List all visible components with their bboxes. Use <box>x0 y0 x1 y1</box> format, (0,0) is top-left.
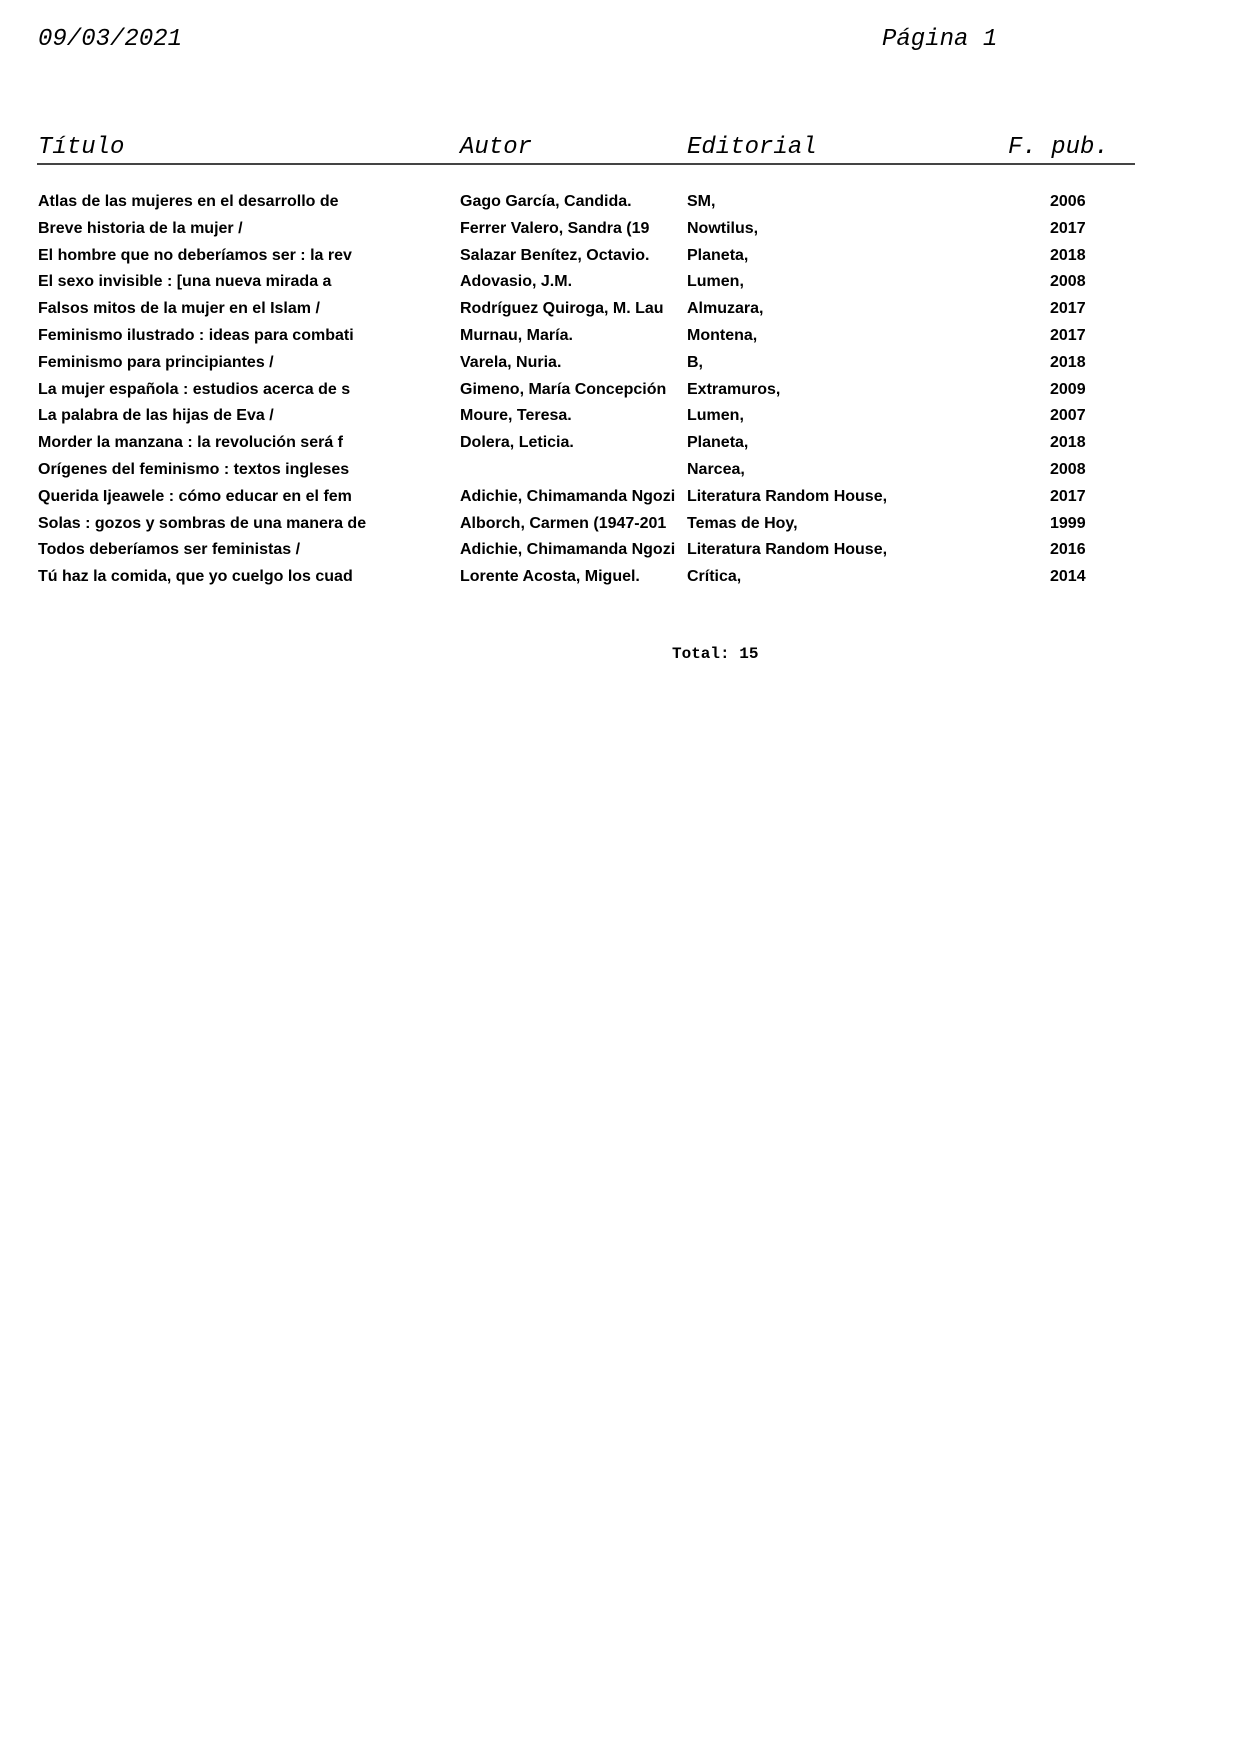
table-row <box>0 511 1241 538</box>
column-header-autor: Autor <box>460 134 533 161</box>
cell-editorial: Lumen, <box>687 407 744 425</box>
cell-editorial: Temas de Hoy, <box>687 514 798 532</box>
cell-editorial: Crítica, <box>687 568 742 586</box>
cell-titulo: Solas : gozos y sombras de una manera de <box>38 514 367 532</box>
cell-titulo: Falsos mitos de la mujer en el Islam / <box>38 300 320 318</box>
cell-titulo: Querida Ijeawele : cómo educar en el fem <box>38 487 352 505</box>
cell-titulo: El hombre que no deberíamos ser : la rev <box>38 246 352 264</box>
table-row <box>0 430 1241 457</box>
column-header-editorial: Editorial <box>687 134 817 161</box>
cell-titulo: Orígenes del feminismo : textos ingleses <box>38 460 350 478</box>
column-header-titulo: Título <box>38 134 125 161</box>
cell-titulo: Tú haz la comida, que yo cuelgo los cuad <box>38 568 353 586</box>
cell-autor: Salazar Benítez, Octavio. <box>460 246 650 264</box>
column-header-fecha-pub: F. pub. <box>1008 134 1109 161</box>
table-row <box>0 564 1241 591</box>
cell-editorial: SM, <box>687 193 716 210</box>
cell-autor: Gago García, Candida. <box>460 193 632 210</box>
total-count: Total: 15 <box>672 645 759 663</box>
table-row <box>0 403 1241 430</box>
cell-editorial: Planeta, <box>687 434 749 452</box>
cell-year: 2008 <box>1050 460 1086 478</box>
cell-editorial: Extramuros, <box>687 380 781 398</box>
table-row <box>0 216 1241 243</box>
cell-titulo: Todos deberíamos ser feministas / <box>38 541 301 559</box>
cell-year: 2009 <box>1050 380 1086 398</box>
cell-autor: Varela, Nuria. <box>460 353 562 371</box>
cell-autor: Gimeno, María Concepción <box>460 380 667 398</box>
table-row <box>0 537 1241 564</box>
cell-autor: Ferrer Valero, Sandra (19 <box>460 219 650 237</box>
cell-year: 1999 <box>1050 514 1086 532</box>
cell-editorial: Planeta, <box>687 246 749 264</box>
table-row <box>0 350 1241 377</box>
table-row <box>0 377 1241 404</box>
cell-year: 2018 <box>1050 246 1086 264</box>
cell-year: 2008 <box>1050 273 1086 291</box>
cell-year: 2016 <box>1050 541 1086 559</box>
table-row <box>0 189 1241 216</box>
cell-autor: Dolera, Leticia. <box>460 434 574 452</box>
cell-autor: Moure, Teresa. <box>460 407 572 425</box>
cell-titulo: Feminismo para principiantes / <box>38 353 274 371</box>
header-divider <box>37 163 1135 165</box>
cell-year: 2017 <box>1050 326 1086 344</box>
cell-titulo: El sexo invisible : [una nueva mirada a <box>38 273 332 291</box>
book-table <box>0 189 1241 591</box>
cell-titulo: Feminismo ilustrado : ideas para combati <box>38 326 354 344</box>
table-row <box>0 243 1241 270</box>
cell-year: 2014 <box>1050 568 1086 586</box>
cell-editorial: B, <box>687 353 703 371</box>
cell-editorial: Narcea, <box>687 460 745 478</box>
cell-year: 2018 <box>1050 434 1086 452</box>
cell-editorial: Lumen, <box>687 273 744 291</box>
cell-editorial: Literatura Random House, <box>687 487 888 505</box>
cell-autor: Lorente Acosta, Miguel. <box>460 568 640 586</box>
table-row <box>0 323 1241 350</box>
cell-autor: Alborch, Carmen (1947-201 <box>460 514 667 532</box>
cell-year: 2017 <box>1050 300 1086 318</box>
cell-autor: Rodríguez Quiroga, M. Lau <box>460 300 664 318</box>
cell-titulo: Morder la manzana : la revolución será f <box>38 434 343 452</box>
cell-titulo: Atlas de las mujeres en el desarrollo de <box>38 193 339 210</box>
cell-titulo: La palabra de las hijas de Eva / <box>38 407 274 425</box>
table-row <box>0 269 1241 296</box>
page-number: Página 1 <box>882 26 998 53</box>
cell-year: 2017 <box>1050 219 1086 237</box>
cell-year: 2018 <box>1050 353 1086 371</box>
cell-autor: Adichie, Chimamanda Ngozi <box>460 487 676 505</box>
cell-editorial: Almuzara, <box>687 300 764 318</box>
cell-autor: Murnau, María. <box>460 326 573 344</box>
cell-autor: Adichie, Chimamanda Ngozi <box>460 541 676 559</box>
cell-editorial: Montena, <box>687 326 758 344</box>
table-row <box>0 457 1241 484</box>
cell-titulo: Breve historia de la mujer / <box>38 219 243 237</box>
report-date: 09/03/2021 <box>38 26 183 53</box>
cell-editorial: Nowtilus, <box>687 219 759 237</box>
cell-year: 2006 <box>1050 193 1086 210</box>
table-row <box>0 484 1241 511</box>
cell-year: 2017 <box>1050 487 1086 505</box>
cell-editorial: Literatura Random House, <box>687 541 888 559</box>
cell-autor: Adovasio, J.M. <box>460 273 573 291</box>
table-row <box>0 296 1241 323</box>
cell-year: 2007 <box>1050 407 1086 425</box>
cell-titulo: La mujer española : estudios acerca de s <box>38 380 351 398</box>
